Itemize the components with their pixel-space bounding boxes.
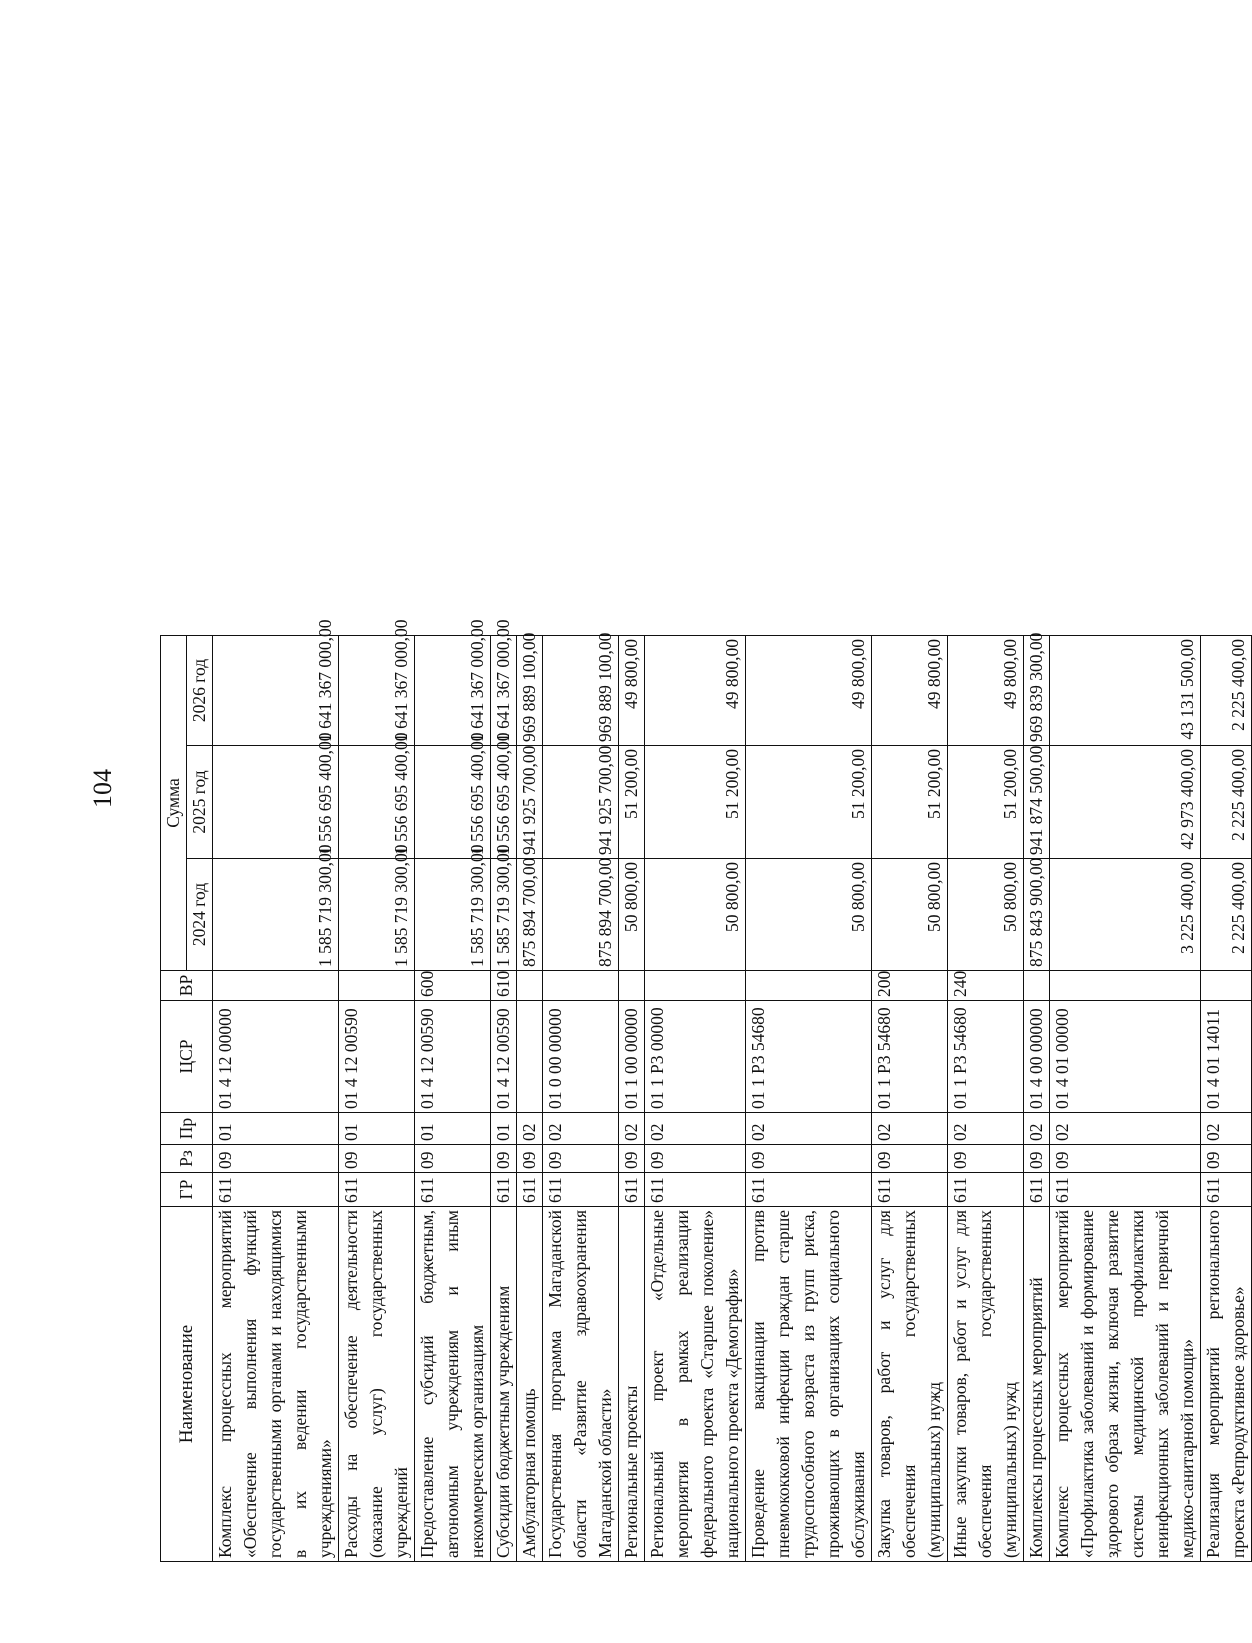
rotated-table-wrapper [160, 90, 1248, 1562]
header-vr: ВР [161, 971, 213, 1001]
row-csr: 01 4 01 00000 [1050, 1001, 1201, 1113]
row-name: Проведение вакцинации против пневмококковой инфекции граждан старше трудоспособного возраста из групп риска, проживающих в организациях социального обслуживания [746, 1207, 872, 1562]
row-2024: 875 843 900,00 [1024, 859, 1050, 971]
row-2025: 51 200,00 [619, 746, 645, 859]
row-2024: 875 894 700,00 [517, 859, 543, 971]
row-2025: 941 874 500,00 [1024, 746, 1050, 859]
header-gr: ГР [161, 1173, 213, 1207]
row-pr: 02 [746, 1113, 872, 1145]
row-2026: 2 225 400,00 [1201, 635, 1252, 745]
row-pr: 02 [872, 1113, 948, 1145]
header-csr: ЦСР [161, 1001, 213, 1113]
table-row [213, 635, 339, 1561]
row-name: Региональный проект «Отдельные мероприятия в рамках реализации федерального проекта «Старшее поколение» национального проекта «Демография» [645, 1207, 746, 1562]
row-2025: 1 556 695 400,00 [339, 746, 415, 859]
header-2024: 2024 год [187, 859, 213, 971]
row-vr: 600 [415, 971, 491, 1001]
row-gr: 611 [1024, 1173, 1050, 1207]
row-2024: 50 800,00 [872, 859, 948, 971]
row-gr: 611 [415, 1173, 491, 1207]
row-vr [339, 971, 415, 1001]
row-vr [543, 971, 619, 1001]
table-row [1024, 635, 1050, 1561]
row-pr: 01 [415, 1113, 491, 1145]
row-rz: 09 [645, 1145, 746, 1173]
row-vr [746, 971, 872, 1001]
row-2024: 1 585 719 300,00 [213, 859, 339, 971]
row-2025: 1 556 695 400,00 [415, 746, 491, 859]
row-name: Иные закупки товаров, работ и услуг для обеспечения государственных (муниципальных) нужд [948, 1207, 1024, 1562]
header-sum: Сумма [161, 635, 187, 970]
row-2026: 49 800,00 [948, 635, 1024, 745]
row-2025: 51 200,00 [948, 746, 1024, 859]
row-name: Расходы на обеспечение деятельности (оказание услуг) государственных учреждений [339, 1207, 415, 1562]
row-2025: 51 200,00 [746, 746, 872, 859]
header-rz: Рз [161, 1145, 213, 1173]
row-2024: 875 894 700,00 [543, 859, 619, 971]
row-vr: 610 [491, 971, 517, 1001]
row-pr: 02 [1024, 1113, 1050, 1145]
row-name: Реализация мероприятий регионального проекта «Репродуктивное здоровье» [1201, 1207, 1252, 1562]
row-2026: 43 131 500,00 [1050, 635, 1201, 745]
row-name: Субсидии бюджетным учреждениям [491, 1207, 517, 1562]
row-csr: 01 4 12 00590 [339, 1001, 415, 1113]
row-vr [1024, 971, 1050, 1001]
row-2024: 50 800,00 [746, 859, 872, 971]
table-row [1201, 635, 1252, 1561]
row-2025: 42 973 400,00 [1050, 746, 1201, 859]
row-pr: 01 [213, 1113, 339, 1145]
row-gr: 611 [619, 1173, 645, 1207]
row-gr: 611 [491, 1173, 517, 1207]
row-pr: 02 [1050, 1113, 1201, 1145]
table-row [415, 635, 491, 1561]
row-name: Закупка товаров, работ и услуг для обеспечения государственных (муниципальных) нужд [872, 1207, 948, 1562]
table-row [517, 635, 543, 1561]
row-2026: 1 641 367 000,00 [339, 635, 415, 745]
header-2025: 2025 год [187, 746, 213, 859]
row-gr: 611 [645, 1173, 746, 1207]
row-pr: 02 [543, 1113, 619, 1145]
row-csr: 01 4 12 00590 [491, 1001, 517, 1113]
row-2026: 969 889 100,00 [543, 635, 619, 745]
row-2025: 51 200,00 [645, 746, 746, 859]
table-row [746, 635, 872, 1561]
row-2025: 51 200,00 [872, 746, 948, 859]
row-2024: 50 800,00 [645, 859, 746, 971]
row-2025: 1 556 695 400,00 [491, 746, 517, 859]
row-2025: 2 225 400,00 [1201, 746, 1252, 859]
row-vr [619, 971, 645, 1001]
row-gr: 611 [543, 1173, 619, 1207]
row-csr: 01 1 Р3 54680 [746, 1001, 872, 1113]
row-2024: 3 225 400,00 [1050, 859, 1201, 971]
row-csr: 01 1 Р3 54680 [948, 1001, 1024, 1113]
row-rz: 09 [746, 1145, 872, 1173]
row-vr [1050, 971, 1201, 1001]
row-name: Комплекс процессных мероприятий «Профилактика заболеваний и формирование здорового образа жизни, включая развитие системы медицинской профилактики неинфекционных заболеваний и первичной медико-санитарной помощи» [1050, 1207, 1201, 1562]
row-rz: 09 [491, 1145, 517, 1173]
row-csr: 01 1 00 00000 [619, 1001, 645, 1113]
row-name: Государственная программа Магаданской области «Развитие здравоохранения Магаданской области» [543, 1207, 619, 1562]
row-pr: 02 [948, 1113, 1024, 1145]
row-name: Региональные проекты [619, 1207, 645, 1562]
header-name: Наименование [161, 1207, 213, 1562]
row-rz: 09 [1024, 1145, 1050, 1173]
row-name: Комплекс процессных мероприятий «Обеспечение выполнения функций государственными органами и находящимися в их ведении государственными учреждениями» [213, 1207, 339, 1562]
row-2025: 941 925 700,00 [517, 746, 543, 859]
row-csr: 01 1 Р3 00000 [645, 1001, 746, 1113]
table-row [339, 635, 415, 1561]
row-rz: 09 [1201, 1145, 1252, 1173]
row-gr: 611 [948, 1173, 1024, 1207]
row-vr [1201, 971, 1252, 1001]
row-2025: 941 925 700,00 [543, 746, 619, 859]
row-vr: 200 [872, 971, 948, 1001]
row-csr: 01 1 Р3 54680 [872, 1001, 948, 1113]
table-row [645, 635, 746, 1561]
header-2026: 2026 год [187, 635, 213, 745]
row-pr: 02 [619, 1113, 645, 1145]
row-vr [517, 971, 543, 1001]
row-rz: 09 [948, 1145, 1024, 1173]
row-pr: 02 [517, 1113, 543, 1145]
header-pr: Пр [161, 1113, 213, 1145]
row-rz: 09 [415, 1145, 491, 1173]
row-gr: 611 [1201, 1173, 1252, 1207]
row-csr: 01 0 00 00000 [543, 1001, 619, 1113]
row-csr: 01 4 00 00000 [1024, 1001, 1050, 1113]
row-2026: 49 800,00 [746, 635, 872, 745]
row-rz: 09 [339, 1145, 415, 1173]
row-vr [213, 971, 339, 1001]
row-gr: 611 [746, 1173, 872, 1207]
row-2024: 1 585 719 300,00 [491, 859, 517, 971]
row-2024: 2 225 400,00 [1201, 859, 1252, 971]
row-vr: 240 [948, 971, 1024, 1001]
row-rz: 09 [213, 1145, 339, 1173]
row-rz: 09 [543, 1145, 619, 1173]
row-2024: 50 800,00 [948, 859, 1024, 971]
row-rz: 09 [872, 1145, 948, 1173]
page-number: 104 [88, 769, 117, 808]
table-row [1050, 635, 1201, 1561]
row-vr [645, 971, 746, 1001]
row-rz: 09 [1050, 1145, 1201, 1173]
row-gr: 611 [1050, 1173, 1201, 1207]
table-row [543, 635, 619, 1561]
row-csr: 01 4 12 00590 [415, 1001, 491, 1113]
row-gr: 611 [213, 1173, 339, 1207]
row-2024: 50 800,00 [619, 859, 645, 971]
row-gr: 611 [517, 1173, 543, 1207]
row-rz: 09 [517, 1145, 543, 1173]
row-2024: 1 585 719 300,00 [415, 859, 491, 971]
row-2026: 1 641 367 000,00 [415, 635, 491, 745]
table-row [491, 635, 517, 1561]
row-pr: 02 [645, 1113, 746, 1145]
table-row [948, 635, 1024, 1561]
row-csr [517, 1001, 543, 1113]
row-2026: 969 889 100,00 [517, 635, 543, 745]
row-2026: 49 800,00 [619, 635, 645, 745]
row-2025: 1 556 695 400,00 [213, 746, 339, 859]
row-gr: 611 [339, 1173, 415, 1207]
row-csr: 01 4 12 00000 [213, 1001, 339, 1113]
row-pr: 01 [339, 1113, 415, 1145]
row-2026: 1 641 367 000,00 [491, 635, 517, 745]
row-2026: 1 641 367 000,00 [213, 635, 339, 745]
table-row [619, 635, 645, 1561]
budget-table [160, 619, 1252, 1562]
row-csr: 01 4 01 14011 [1201, 1001, 1252, 1113]
row-2026: 49 800,00 [872, 635, 948, 745]
row-name: Комплексы процессных мероприятий [1024, 1207, 1050, 1562]
row-2026: 969 839 300,00 [1024, 635, 1050, 745]
row-2026: 49 800,00 [645, 635, 746, 745]
row-name: Амбулаторная помощь [517, 1207, 543, 1562]
row-gr: 611 [872, 1173, 948, 1207]
table-row [872, 635, 948, 1561]
row-name: Предоставление субсидий бюджетным, автономным учреждениям и иным некоммерческим организациям [415, 1207, 491, 1562]
row-rz: 09 [619, 1145, 645, 1173]
row-pr: 01 [491, 1113, 517, 1145]
row-pr: 02 [1201, 1113, 1252, 1145]
row-2024: 1 585 719 300,00 [339, 859, 415, 971]
